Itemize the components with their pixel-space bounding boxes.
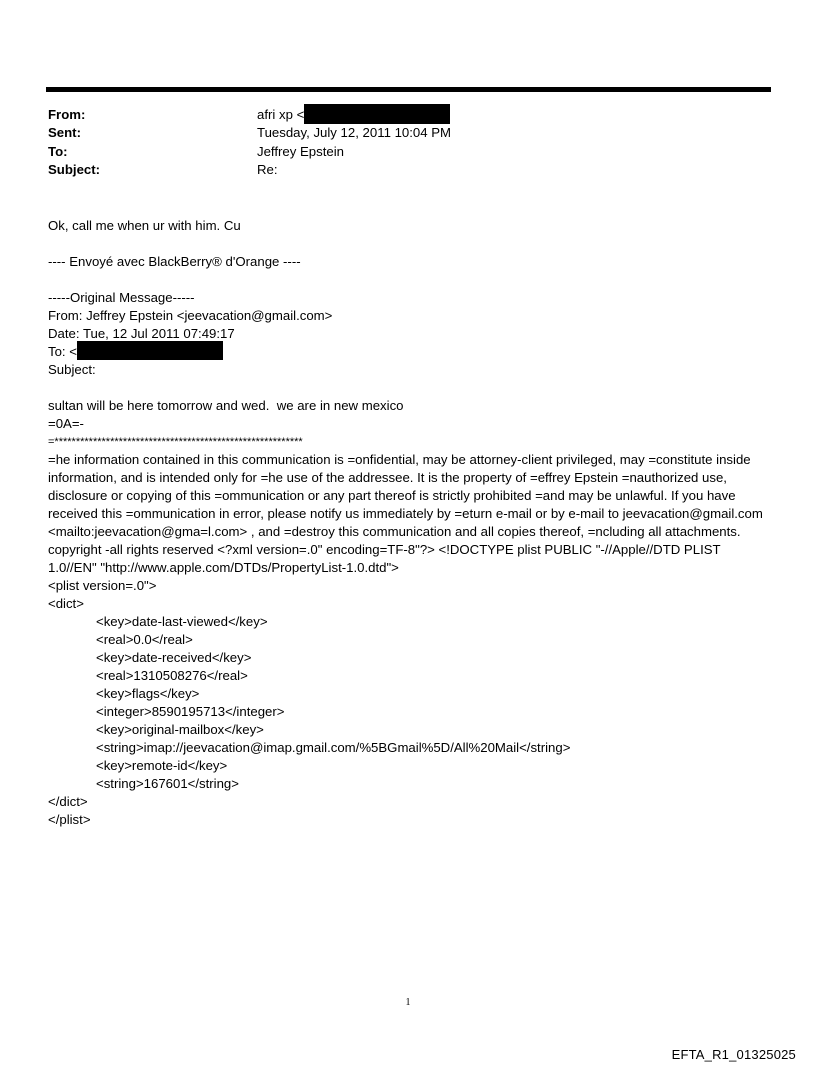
from-sender: afri xp <: [257, 107, 305, 122]
reply-line: Ok, call me when ur with him. Cu: [48, 218, 241, 233]
separator-stars: =**********************************************************: [48, 436, 303, 448]
plist-entry: <key>date-last-viewed</key>: [96, 614, 268, 629]
sent-value: Tuesday, July 12, 2011 10:04 PM: [257, 125, 452, 140]
redaction-box: [77, 341, 223, 360]
to-value: Jeffrey Epstein: [257, 144, 344, 159]
subject-label: Subject:: [48, 162, 101, 177]
original-message-marker: -----Original Message-----: [48, 290, 195, 305]
original-to: [48, 343, 768, 361]
to-label: To:: [48, 144, 68, 159]
from-label: From:: [48, 107, 86, 122]
disclaimer-paragraph: =he information contained in this communication is =onfidential, may be attorney-client privileged, may =constitute inside information, and is intended only for =he use of the addressee. It is the property of =effrey Epstein =nauthorized use, disclosure or copying of this =ommunication or any part thereof is strictly prohibited =and may be unlawful. If you have received this =ommunication in error, please notify us immediately by =eturn e-mail or by e-mail to jeevacation@gmail.com <mailto:jeevacation@gma=l.com> , and =destroy this communication and all copies thereof, =ncluding all attachments. copyright -all rights reserved <?xml version=.0" encoding=TF-8"?> <!DOCTYPE plist PUBLIC "-//Apple//DTD PLIST 1.0//EN" "http://www.apple.com/DTDs/PropertyList-1.0.dtd">: [48, 452, 763, 575]
plist-entry: <key>original-mailbox</key>: [96, 722, 264, 737]
original-to-text: To: <: [48, 344, 77, 359]
dict-open: <dict>: [48, 596, 84, 611]
plist-entry: <key>remote-id</key>: [96, 758, 228, 773]
page-number: 1: [405, 997, 411, 1008]
from-value: [257, 107, 450, 124]
original-from: From: Jeffrey Epstein <jeevacation@gmail.com>: [48, 308, 333, 323]
original-message-text: sultan will be here tomorrow and wed. we are in new mexico: [48, 398, 404, 413]
original-subject: Subject:: [48, 362, 96, 377]
encoded-line: =0A=-: [48, 416, 84, 431]
bates-number: EFTA_R1_01325025: [671, 1047, 796, 1062]
plist-open: <plist version=.0">: [48, 578, 157, 593]
plist-close: </plist>: [48, 812, 91, 827]
header-rule: [46, 87, 771, 92]
plist-entry: <string>imap://jeevacation@imap.gmail.com/%5BGmail%5D/All%20Mail</string>: [96, 740, 571, 755]
signature-line: ---- Envoyé avec BlackBerry® d'Orange ----: [48, 254, 301, 269]
email-body: [48, 217, 768, 829]
plist-entry: <key>flags</key>: [96, 686, 200, 701]
redaction-box: [304, 104, 450, 124]
sent-label: Sent:: [48, 125, 81, 140]
subject-value: Re:: [257, 162, 278, 177]
plist-entry: <real>0.0</real>: [96, 632, 193, 647]
plist-entry: <key>date-received</key>: [96, 650, 252, 665]
plist-entry: <string>167601</string>: [96, 776, 239, 791]
original-date: Date: Tue, 12 Jul 2011 07:49:17: [48, 326, 235, 341]
plist-entry: <real>1310508276</real>: [96, 668, 248, 683]
dict-close: </dict>: [48, 794, 88, 809]
plist-entry: <integer>8590195713</integer>: [96, 704, 285, 719]
